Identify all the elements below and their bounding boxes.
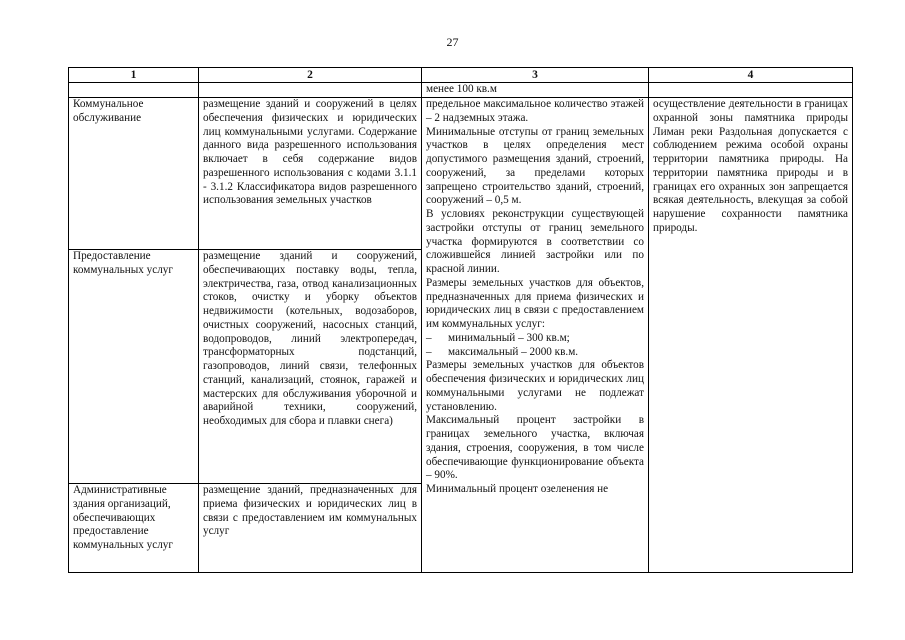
column-header: 2 [199,68,422,83]
table-row [69,98,853,250]
empty-cell [649,83,853,98]
dash-item [426,332,644,346]
parameters-cell [422,98,649,573]
parameter-text: Минимальный процент озеленения не [426,483,609,495]
parameter-text: предельное максимальное количество этажей – 2 надземных этажа. [426,98,644,124]
column-header: 4 [649,68,853,83]
carry-over-text: менее 100 кв.м [422,83,649,98]
parameter-text: Размеры земельных участков для объектов обеспечения физических и юридических лиц коммунальными услугами не подлежат установлению. [426,359,644,413]
land-use-regulations-table [68,67,853,573]
carry-over-row [69,83,853,98]
use-type-description: размещение зданий и сооружений в целях обеспечения физических и юридических лиц коммунальными услугами. Содержание данного вида разрешенного использования включает в себя содержание видов разрешенного использования с кодами 3.1.1 - 3.1.2 Классификатора видов разрешенного использования земельных участков [199,98,422,250]
empty-cell [69,83,199,98]
table-header-row [69,68,853,83]
dash-text: минимальный – 300 кв.м; [448,331,570,344]
parameter-text: Максимальный процент застройки в границах земельного участка, включая здания, строения, сооружения, в том числе обеспечивающие функционирование объекта – 90%. [426,414,644,482]
use-type-description: размещение зданий, предназначенных для приема физических и юридических лиц в связи с предоставлением им коммунальных услуг [199,484,422,573]
parameter-text: В условиях реконструкции существующей застройки отступы от границ земельного участка формируются в соответствии со сложившейся линией застройки или по красной линии. [426,208,644,275]
use-type-name: Коммунальное обслуживание [69,98,199,250]
parameter-text: Минимальные отступы от границ земельных участков в целях определения мест допустимого размещения зданий, строений, сооружений, за пределами которых запрещено строительство зданий, строений, сооружений – 0,5 м. [426,125,644,207]
parameter-text: Размеры земельных участков для объектов, предназначенных для приема физических и юридических лиц в связи с предоставлением им коммунальных услуг: [426,276,644,330]
dash-item [426,346,644,360]
use-type-name: Административные здания организаций, обеспечивающих предоставление коммунальных услуг [69,484,199,573]
empty-cell [199,83,422,98]
restrictions-cell: осуществление деятельности в границах охранной зоны памятника природы Лиман реки Раздольная допускается с соблюдением режима особой охраны территории памятника природы. На территории памятника природы и в границах его охранных зон запрещается всякая деятельность, влекущая за собой нарушение сохранности памятника природы. [649,98,853,573]
column-header: 1 [69,68,199,83]
dash-marker: – [426,345,432,358]
dash-text: максимальный – 2000 кв.м. [448,345,579,358]
dash-marker: – [426,331,432,344]
column-header: 3 [422,68,649,83]
use-type-name: Предоставление коммунальных услуг [69,250,199,484]
use-type-description: размещение зданий и сооружений, обеспечивающих поставку воды, тепла, электричества, газа, отвод канализационных стоков, очистку и уборку объектов недвижимости (котельных, водозаборов, очистных сооружений, насосных станций, водопроводов, линий электропередач, трансформаторных подстанций, газопроводов, линий связи, телефонных станций, канализаций, стоянок, гаражей и мастерских для обслуживания уборочной и аварийной техники, сооружений, необходимых для сбора и плавки снега) [199,250,422,484]
page-number: 27 [446,35,459,49]
